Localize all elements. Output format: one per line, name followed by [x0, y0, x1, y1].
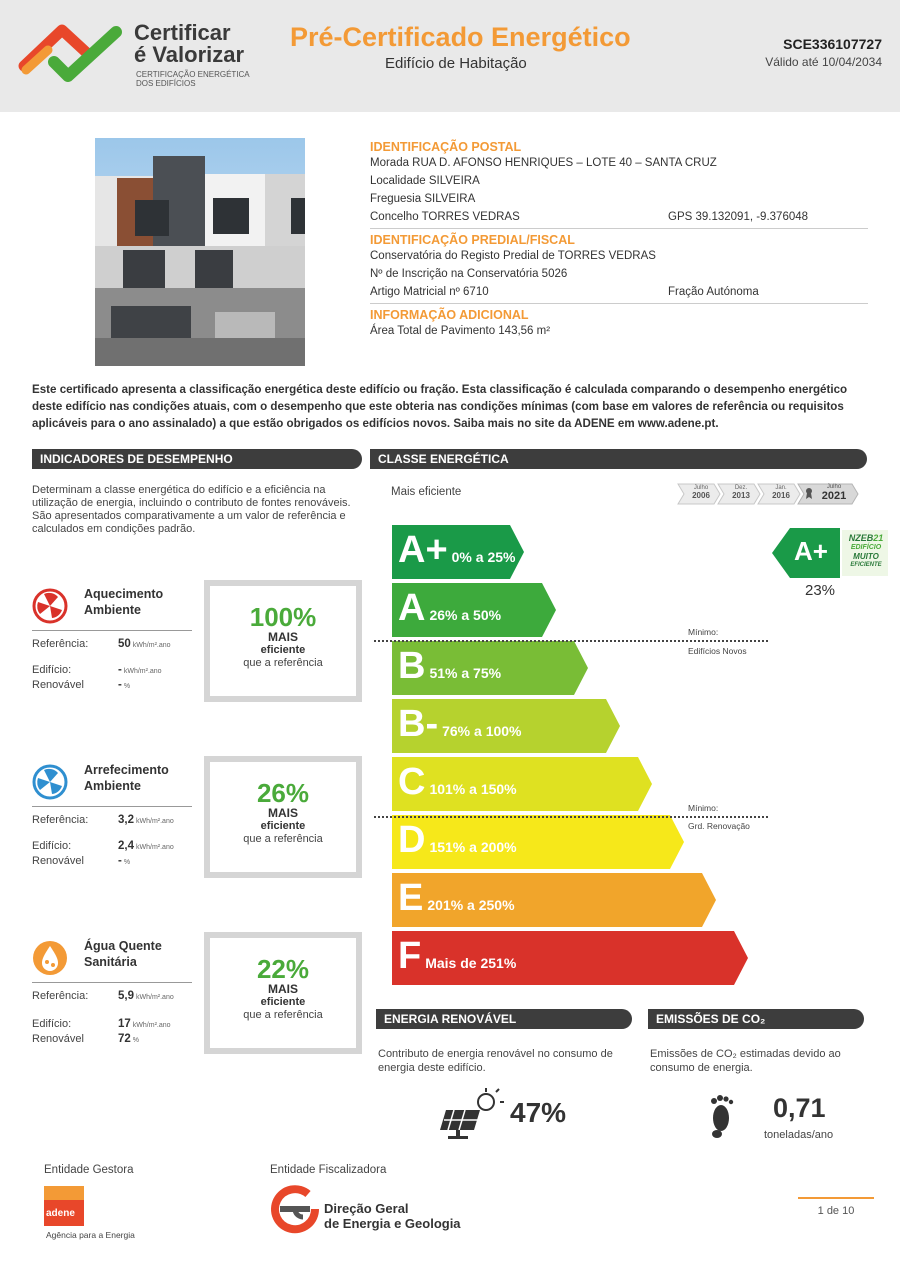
- energy-class-label: [398, 821, 517, 859]
- building-photo: [95, 138, 305, 366]
- unit: %: [132, 1037, 140, 1044]
- certificar-logo: [18, 18, 268, 98]
- house-check-logo-icon: [18, 18, 128, 88]
- logo-title-line1: Certificar: [134, 20, 231, 45]
- locality-line: Localidade SILVEIRA: [370, 175, 480, 187]
- building-value: -: [118, 664, 122, 676]
- reference-row: [32, 814, 192, 826]
- energy-class-label: [398, 763, 517, 801]
- efficiency-percent: 22%: [256, 954, 310, 984]
- logo-title: [134, 22, 244, 66]
- timeline-item: Julho 2021: [821, 484, 847, 502]
- co2-value: 0,71: [773, 1093, 826, 1123]
- result-percent: 23%: [804, 582, 836, 599]
- registration-line: Nº de Inscrição na Conservatória 5026: [370, 268, 568, 280]
- hot-water-drop-icon: [32, 940, 68, 976]
- gps-text: GPS 39.132091, -9.376048: [668, 211, 809, 223]
- unit: kWh/m².ano: [136, 844, 174, 851]
- than-reference-label: que a referência: [243, 1009, 323, 1021]
- postal-heading: IDENTIFICAÇÃO POSTAL: [370, 140, 522, 154]
- result-badge: [772, 528, 888, 578]
- efficient-label: eficiente: [260, 996, 306, 1008]
- area-line: Área Total de Pavimento 143,56 m²: [370, 325, 551, 337]
- heating-fan-icon: [32, 588, 68, 624]
- reference-label: Referência:: [32, 990, 89, 1002]
- renewable-value: 47%: [510, 1097, 567, 1128]
- indicator-title: Aquecimento Ambiente: [84, 587, 164, 617]
- renewable-label: Renovável: [32, 679, 84, 691]
- energy-class-range: 0% a 25%: [451, 549, 516, 565]
- energy-class-range: 76% a 100%: [442, 723, 522, 739]
- min-new-text: Edifícios Novos: [688, 646, 747, 656]
- reference-label: Referência:: [32, 638, 89, 650]
- indicator-heating: [32, 580, 362, 708]
- energy-class-range: 151% a 200%: [429, 839, 517, 855]
- document-subtitle: Edifício de Habitação: [385, 55, 527, 72]
- most-efficient-label: Mais eficiente: [391, 486, 462, 498]
- energy-class-label: [398, 879, 515, 917]
- fraction-text: Fração Autónoma: [668, 286, 759, 298]
- unit: %: [123, 859, 131, 866]
- than-reference-label: que a referência: [243, 833, 323, 845]
- divider: [32, 630, 192, 631]
- managing-entity-label: Entidade Gestora: [44, 1164, 134, 1176]
- adene-text: adene: [46, 1208, 75, 1219]
- timeline-item: Dez. 2013: [732, 485, 750, 500]
- unit: kWh/m².ano: [132, 642, 171, 649]
- article-text: Artigo Matricial nº 6710: [370, 286, 489, 298]
- energy-class-letter: B-: [398, 703, 439, 745]
- mais-label: MAIS: [268, 982, 298, 996]
- energy-class-heading: CLASSE ENERGÉTICA: [370, 449, 867, 469]
- indicators-heading: INDICADORES DE DESEMPENHO: [32, 449, 362, 469]
- energy-class-letter: B: [398, 645, 426, 687]
- reference-row: [32, 638, 192, 650]
- co2-description: Emissões de CO₂ estimadas devido ao consumo de energia.: [650, 1048, 841, 1074]
- unit: kWh/m².ano: [136, 994, 174, 1001]
- article-line: [370, 283, 868, 301]
- building-row: [32, 840, 192, 852]
- dgeg-line2: de Energia e Geologia: [324, 1216, 461, 1231]
- nzeb-mark: NZEB21 EDIFÍCIO MUITO EFICIENTE: [848, 533, 884, 568]
- regulation-timeline: [676, 482, 861, 506]
- renewable-row: [32, 679, 192, 691]
- energy-class-label: [398, 647, 501, 685]
- efficiency-box: [204, 932, 362, 1054]
- min-renov-text: Grd. Renovação: [688, 821, 750, 831]
- renewable-value: 72: [118, 1033, 131, 1045]
- energy-class-label: [398, 589, 501, 627]
- dgeg-name: [324, 1201, 461, 1231]
- building-value: 17: [118, 1018, 131, 1030]
- document-title: Pré-Certificado Energético: [290, 22, 631, 52]
- co2-heading: EMISSÕES DE CO₂: [648, 1009, 864, 1029]
- energy-class-letter: D: [398, 819, 426, 861]
- building-row: [32, 1018, 192, 1030]
- building-label: Edifício:: [32, 664, 72, 676]
- adene-logo-mark: [44, 1186, 84, 1226]
- county-text: Concelho TORRES VEDRAS: [370, 211, 520, 223]
- additional-heading: INFORMAÇÃO ADICIONAL: [370, 308, 529, 322]
- divider: [370, 303, 868, 304]
- energy-class-label: [398, 705, 522, 743]
- unit: kWh/m².ano: [123, 668, 162, 675]
- cooling-fan-icon: [32, 764, 68, 800]
- indicator-title: Arrefecimento Ambiente: [84, 763, 169, 793]
- reference-value: 50: [118, 638, 131, 650]
- efficiency-box: [204, 580, 362, 702]
- divider: [32, 806, 192, 807]
- energy-class-letter: C: [398, 761, 426, 803]
- renewable-heading: ENERGIA RENOVÁVEL: [376, 1009, 632, 1029]
- registry-line: Conservatória do Registo Predial de TORRES VEDRAS: [370, 250, 656, 262]
- efficiency-box: [204, 756, 362, 878]
- result-class: A+: [794, 536, 828, 566]
- adene-tagline: Agência para a Energia: [46, 1230, 135, 1240]
- timeline-item: Julho 2006: [692, 485, 710, 500]
- renewable-label: Renovável: [32, 1033, 84, 1045]
- reference-value: 3,2: [118, 814, 134, 826]
- energy-class-letter: A+: [398, 529, 448, 571]
- energy-class-range: 101% a 150%: [429, 781, 517, 797]
- address-line: Morada RUA D. AFONSO HENRIQUES – LOTE 40 – SANTA CRUZ: [370, 157, 717, 169]
- mais-label: MAIS: [268, 630, 298, 644]
- dgeg-line1: Direção Geral: [324, 1201, 409, 1216]
- building-label: Edifício:: [32, 840, 72, 852]
- min-new-buildings-line: [374, 640, 768, 642]
- renewable-row: [32, 1033, 192, 1045]
- energy-class-letter: F: [398, 935, 422, 977]
- efficiency-percent: 100%: [249, 602, 317, 632]
- unit: kWh/m².ano: [136, 818, 174, 825]
- energy-class-range: 201% a 250%: [427, 897, 515, 913]
- indicator-cooling: [32, 756, 362, 884]
- identification-section: [370, 138, 868, 340]
- parish-line: Freguesia SILVEIRA: [370, 193, 476, 205]
- renewable-value: -: [118, 855, 122, 867]
- building-value: 2,4: [118, 840, 134, 852]
- adene-logo: [44, 1186, 84, 1226]
- efficient-label: eficiente: [260, 820, 306, 832]
- divider: [370, 228, 868, 229]
- min-new-label: Mínimo:: [688, 627, 719, 637]
- unit: kWh/m².ano: [132, 1022, 171, 1029]
- predial-heading: IDENTIFICAÇÃO PREDIAL/FISCAL: [370, 233, 575, 247]
- renewable-value: -: [118, 679, 122, 691]
- indicator-hot-water: [32, 932, 362, 1060]
- energy-class-range: 26% a 50%: [429, 607, 502, 623]
- renewable-row: [32, 855, 192, 867]
- unit: %: [123, 683, 131, 690]
- dgeg-logo-icon: [270, 1184, 320, 1234]
- than-reference-label: que a referência: [243, 657, 323, 669]
- min-renov-label: Mínimo:: [688, 803, 719, 813]
- intro-paragraph: Este certificado apresenta a classificação energética deste edifício ou fração. Esta classificação é calculada comparando o desempenho energético deste edifício nas condições atuais, com o desempenho que este obteria nas condições mínimas (com base em valores de referência ou requisitos aplicáveis para o ano assinalado) a que estão obrigados os edifícios novos. Saiba mais no site da ADENE em www.adene.pt.: [32, 383, 848, 430]
- page-number: 1 de 10: [798, 1197, 874, 1217]
- building-label: Edifício:: [32, 1018, 72, 1030]
- county-gps-line: [370, 208, 868, 226]
- reference-row: [32, 990, 192, 1002]
- solar-panel-icon: [440, 1088, 506, 1140]
- mais-label: MAIS: [268, 806, 298, 820]
- energy-class-label: [398, 531, 515, 569]
- reference-value: 5,9: [118, 990, 134, 1002]
- efficiency-percent: 26%: [256, 778, 310, 808]
- timeline-item: Jan. 2016: [772, 485, 790, 500]
- efficient-label: eficiente: [260, 644, 306, 656]
- certificate-id: SCE336107727: [783, 36, 882, 52]
- co2-unit: toneladas/ano: [764, 1129, 834, 1141]
- reference-label: Referência:: [32, 814, 89, 826]
- indicators-description: Determinam a classe energética do edifício e a eficiência na utilização de energia, incluindo o contributo de fontes renováveis. São apresentados comparativamente a um valor de referência e calculados em condições padrão.: [32, 484, 351, 535]
- renewable-label: Renovável: [32, 855, 84, 867]
- header: [0, 0, 900, 112]
- divider: [32, 982, 192, 983]
- renewable-description: Contributo de energia renovável no consumo de energia deste edifício.: [378, 1048, 613, 1074]
- validity-date: Válido até 10/04/2034: [765, 55, 882, 69]
- energy-class-range: Mais de 251%: [425, 955, 517, 971]
- energy-class-letter: E: [398, 877, 424, 919]
- energy-class-letter: A: [398, 587, 426, 629]
- energy-class-label: [398, 937, 516, 975]
- supervising-entity-label: Entidade Fiscalizadora: [270, 1164, 387, 1176]
- indicator-title: Água Quente Sanitária: [84, 939, 162, 969]
- min-renovation-line: [374, 816, 768, 818]
- logo-title-line2: é Valorizar: [134, 42, 245, 67]
- building-row: [32, 664, 192, 676]
- footprint-icon: [706, 1092, 736, 1138]
- energy-class-range: 51% a 75%: [429, 665, 502, 681]
- logo-subtitle: CERTIFICAÇÃO ENERGÉTICA DOS EDIFÍCIOS: [136, 70, 250, 88]
